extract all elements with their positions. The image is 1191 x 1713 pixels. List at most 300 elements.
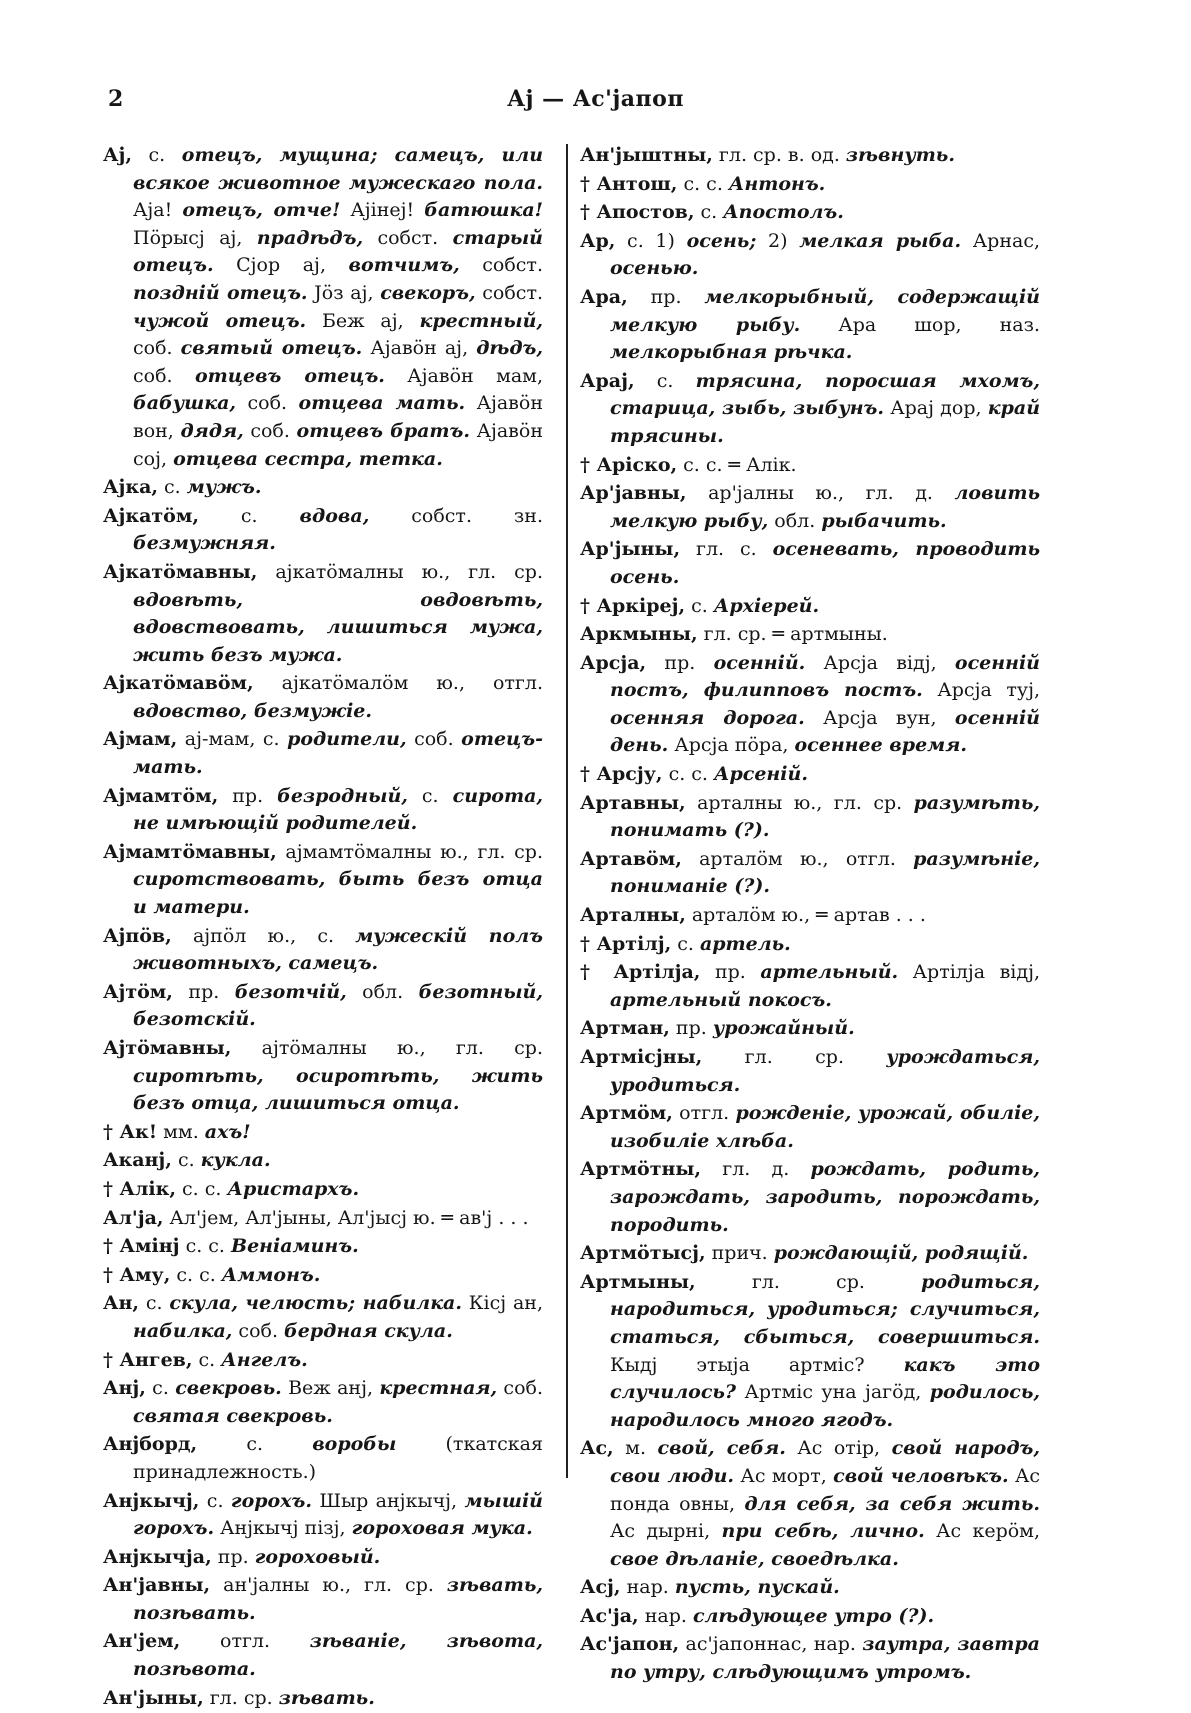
entry-text: с. с.: [175, 1177, 228, 1200]
entry-translation: какъ это случилось?: [610, 1353, 1040, 1404]
entry-text: пр.: [211, 1545, 255, 1568]
entry-headword: Аj,: [103, 144, 132, 166]
entry-headword: Ан'jыштны,: [580, 144, 713, 166]
entry-translation: Аристархъ.: [227, 1177, 360, 1200]
entry-headword: Ар,: [580, 229, 616, 252]
entry-headword: Араj,: [580, 369, 635, 392]
entry-headword: Анj,: [103, 1377, 146, 1400]
entry-translation: безотчій,: [234, 980, 347, 1003]
entry-translation: Арсеній.: [714, 763, 808, 786]
entry-translation: батюшка!: [424, 199, 543, 222]
entry-translation: разумѣніе, пониманіе (?).: [610, 847, 1040, 898]
dictionary-entry: [580, 761, 1040, 789]
entry-text: Веж анj,: [281, 1377, 380, 1400]
entry-text: с.: [145, 1377, 176, 1400]
entry-text: Ас отiр,: [785, 1437, 892, 1460]
entry-headword: † Алiк,: [103, 1177, 176, 1200]
entry-translation: набилка,: [133, 1319, 233, 1342]
entry-translation: крестная,: [379, 1377, 498, 1400]
dictionary-entry: [103, 783, 543, 838]
entry-text: гл. д.: [701, 1158, 811, 1181]
entry-headword: Арсја,: [580, 651, 647, 674]
dictionary-entry: [580, 142, 1040, 170]
entry-translation: старый отецъ.: [133, 226, 543, 277]
entry-translation: горохъ.: [230, 1489, 312, 1512]
dictionary-entry: [580, 1603, 1040, 1631]
dictionary-entry: [103, 503, 543, 558]
entry-translation: слѣдующее утро (?).: [692, 1604, 935, 1627]
entry-translation: отецъ, отче!: [182, 199, 341, 222]
entry-translation: зѣвнуть.: [845, 144, 955, 166]
entry-text: с. с.: [170, 1263, 222, 1286]
entry-headword: Аjка,: [103, 476, 158, 499]
entry-text: соб.: [133, 364, 195, 387]
entry-translation: сирота, не имѣющій родителей.: [133, 784, 543, 835]
entry-headword: Аjкатöм,: [103, 504, 199, 527]
entry-headword: Асj,: [580, 1576, 621, 1599]
entry-text: Пöрысj аj,: [133, 226, 257, 249]
entry-text: гл. ср. ═ артмыны.: [697, 623, 888, 646]
entry-text: гл. ср. в. од.: [712, 144, 846, 166]
entry-text: аjпöл ю., с.: [171, 924, 356, 947]
entry-headword: † Артiлја,: [580, 961, 701, 984]
dictionary-entry: [580, 1044, 1040, 1099]
entry-text: с.: [139, 1292, 170, 1315]
entry-translation: безродный,: [277, 784, 408, 807]
entry-text: Аjавöн соj,: [133, 419, 543, 470]
dictionary-entry: [580, 846, 1040, 901]
dictionary-entry: [580, 902, 1040, 930]
entry-text: с.: [671, 932, 700, 955]
entry-translation: отецъ, мущина; самецъ, или всякое животное мужескаго пола.: [133, 144, 544, 194]
dictionary-entry: [103, 1488, 543, 1543]
entry-headword: Аjмам,: [103, 728, 178, 751]
entry-translation: осень;: [686, 229, 757, 252]
entry-translation: святый отецъ.: [180, 337, 363, 360]
entry-text: ас'јапоннас, нар.: [679, 1633, 863, 1656]
entry-text: с.: [171, 1149, 201, 1172]
entry-headword: Ан'jыны,: [103, 1686, 204, 1709]
entry-translation: мужъ.: [186, 476, 262, 499]
dictionary-entry: [580, 1100, 1040, 1155]
entry-text: Шыр анjкычj,: [311, 1489, 465, 1512]
entry-headword: † Арсју,: [580, 763, 663, 786]
entry-text: Арсја туj,: [922, 679, 1040, 702]
dictionary-entry: [103, 1375, 543, 1430]
dictionary-entry: [580, 593, 1040, 621]
entry-translation: безмужняя.: [133, 532, 276, 555]
entry-headword: Артмыны,: [580, 1270, 696, 1293]
entry-text: мм.: [157, 1120, 205, 1143]
entry-text: Арнас,: [961, 229, 1040, 252]
entry-text: Аја!: [133, 199, 183, 222]
dictionary-entry: [580, 452, 1040, 480]
entry-text: арталöм ю., отгл.: [681, 847, 914, 870]
entry-text: Арсја вiдj,: [805, 651, 955, 674]
entry-text: Ас понда овны,: [610, 1464, 1040, 1515]
entry-headword: Аjмамтöм,: [103, 784, 219, 807]
entry-translation: Антонъ.: [728, 172, 826, 195]
entry-text: нар.: [620, 1576, 675, 1599]
entry-translation: отецъ-мать.: [133, 728, 543, 779]
entry-text: Аjавöн аj,: [362, 337, 477, 360]
dictionary-entry: [580, 621, 1040, 649]
entry-text: с.: [634, 369, 696, 392]
entry-text: арталны ю., гл. ср.: [685, 791, 914, 814]
entry-translation: при себѣ, лично.: [721, 1520, 925, 1543]
entry-text: с.: [198, 504, 300, 527]
entry-translation: для себя, за себя жить.: [744, 1492, 1040, 1515]
entry-headword: Аjкатöмавны,: [103, 560, 258, 583]
entry-text: с.: [407, 784, 453, 807]
dictionary-entry: [103, 1176, 543, 1204]
entry-translation: вотчимъ,: [348, 254, 460, 277]
entry-text: Артмiс уна јагöд,: [736, 1381, 930, 1404]
entry-translation: урождаться, уродиться.: [610, 1046, 1040, 1096]
entry-headword: Анjкычја,: [103, 1545, 212, 1568]
dictionary-entry: [103, 923, 543, 978]
entry-headword: Аjмамтöмавны,: [103, 840, 277, 863]
entry-text: Ас морт,: [734, 1464, 834, 1487]
dictionary-entry: [103, 1290, 543, 1345]
entry-headword: Анjборд,: [103, 1433, 198, 1456]
entry-translation: кукла.: [200, 1149, 271, 1172]
dictionary-entry: [103, 1147, 543, 1175]
entry-translation: свой, себя.: [657, 1437, 786, 1460]
entry-translation: отцевъ отецъ.: [194, 364, 385, 387]
entry-text: собст.: [475, 281, 543, 304]
entry-text: м.: [613, 1437, 658, 1460]
entry-translation: Апостолъ.: [723, 201, 844, 224]
entry-translation: ловить мелкую рыбу,: [610, 482, 1040, 532]
entry-text: Ара шор, наз.: [800, 313, 1040, 336]
entry-text: Ас дырнi,: [610, 1520, 722, 1543]
entry-text: Аjавöн вон,: [133, 392, 543, 442]
entry-text: Аjiнеj!: [340, 199, 425, 222]
entry-translation: Веніаминъ.: [231, 1235, 359, 1258]
entry-translation: край трясины.: [610, 397, 1041, 447]
entry-translation: осеннее время.: [794, 734, 967, 757]
dictionary-entry: [103, 1035, 543, 1118]
entry-text: Беж аj,: [306, 309, 420, 332]
entry-headword: † Аркiреj,: [580, 594, 686, 617]
dictionary-entry: [580, 1574, 1040, 1602]
entry-translation: разумѣть, понимать (?).: [610, 791, 1040, 842]
entry-text: пр.: [646, 651, 714, 674]
entry-text: Арсја пöра,: [668, 734, 795, 757]
entry-headword: † Ангев,: [103, 1348, 193, 1371]
entry-translation: бабушка,: [133, 392, 237, 415]
dictionary-entry: [103, 839, 543, 922]
entry-text: Jöз аj,: [307, 281, 381, 304]
dictionary-entry: [103, 1572, 543, 1627]
dictionary-entry: [580, 1240, 1040, 1268]
entry-translation: рождающій, родящій.: [773, 1242, 1029, 1265]
entry-headword: Ас,: [580, 1437, 614, 1460]
dictionary-entry: [580, 284, 1040, 367]
entry-text: гл. ср.: [203, 1686, 279, 1709]
dictionary-entry: [103, 1262, 543, 1290]
entry-text: собст.: [459, 254, 543, 277]
entry-translation: родиться, народиться, уродиться; случиться, статься, сбыться, совершиться.: [610, 1270, 1040, 1348]
dictionary-entry: [103, 142, 543, 473]
dictionary-entry: [580, 1015, 1040, 1043]
entry-text: пр.: [669, 1017, 713, 1040]
entry-headword: Артман,: [580, 1017, 670, 1040]
entry-headword: Ара,: [580, 285, 628, 308]
entry-text: аjтöмалны ю., гл. ср.: [231, 1037, 543, 1059]
entry-text: отгл.: [180, 1630, 310, 1653]
entry-translation: свекровь.: [175, 1377, 282, 1400]
dictionary-entry: [103, 474, 543, 502]
dictionary-entry: [103, 1685, 543, 1713]
dictionary-entry: [103, 979, 543, 1034]
entry-text: Арсја вун,: [804, 706, 955, 729]
entry-translation: осенній день.: [610, 706, 1040, 757]
entry-translation: дядя,: [180, 419, 244, 442]
entry-text: обл.: [768, 509, 822, 532]
entry-translation: поздній отецъ.: [133, 281, 308, 304]
entry-headword: Ар'jавны,: [580, 482, 687, 505]
dictionary-entry: [103, 1347, 543, 1375]
column-divider: [566, 144, 568, 1478]
dictionary-entry: [103, 726, 543, 781]
dictionary-entry: [580, 1435, 1040, 1573]
entry-text: соб.: [236, 392, 299, 415]
entry-headword: Аркмыны,: [580, 623, 698, 646]
entry-translation: отцевъ братъ.: [296, 419, 470, 442]
entry-headword: Анjкычj,: [103, 1489, 200, 1512]
entry-translation: скула, челюсть; набилка.: [169, 1292, 462, 1315]
entry-translation: артельный покосъ.: [610, 988, 832, 1011]
entry-headword: Ас'јапон,: [580, 1633, 680, 1656]
entry-translation: отцева сестра, тетка.: [173, 447, 443, 470]
dictionary-entry: [580, 931, 1040, 959]
entry-text: 2): [756, 229, 800, 252]
entry-headword: Аjтöм,: [103, 980, 173, 1003]
entry-translation: рождать, родить, зарождать, зародить, порождать, породить.: [610, 1158, 1040, 1236]
entry-text: с. с. ═ Алiк.: [677, 453, 797, 476]
entry-translation: бердная скула.: [284, 1319, 453, 1342]
entry-translation: артель.: [699, 932, 791, 955]
entry-translation: родилось, народилось много ягодъ.: [610, 1381, 1040, 1431]
entry-text: гл. с.: [680, 538, 773, 561]
entry-translation: ахъ!: [204, 1120, 251, 1143]
entry-translation: безотный, безотскій.: [133, 980, 543, 1031]
entry-translation: зѣвать, позѣвать.: [133, 1574, 543, 1624]
entry-text: гл. ср.: [702, 1046, 887, 1068]
entry-text: аjмамтöмалны ю., гл. ср.: [276, 840, 543, 863]
entry-text: аj-мам, с.: [177, 728, 288, 751]
entry-headword: Ан,: [103, 1292, 139, 1315]
entry-translation: свекоръ,: [380, 281, 476, 304]
entry-headword: Артмöм,: [580, 1102, 673, 1125]
entry-translation: Аммонъ.: [221, 1263, 321, 1286]
entry-translation: пусть, пускай.: [674, 1576, 840, 1599]
entry-text: арталöм ю., ═ артав . . .: [685, 904, 926, 927]
dictionary-entry: [103, 559, 543, 669]
entry-text: собст.: [363, 226, 453, 249]
entry-translation: дѣдъ,: [476, 337, 543, 360]
entry-headword: Аjпöв,: [103, 924, 172, 947]
entry-headword: Ас'ја,: [580, 1604, 639, 1627]
dictionary-entry: [580, 1269, 1040, 1435]
entry-text: с.: [685, 594, 714, 617]
dictionary-entry: [103, 1233, 543, 1261]
entry-text: прич.: [705, 1242, 774, 1265]
entry-text: с.: [199, 1489, 231, 1512]
entry-translation: урожайный.: [712, 1017, 855, 1040]
entry-text: соб.: [133, 337, 181, 360]
entry-text: Анjкычj пiзj,: [214, 1517, 352, 1540]
dictionary-entry: [580, 480, 1040, 535]
entry-translation: осенній постъ, филипповъ постъ.: [610, 651, 1040, 702]
entry-text: (ткатская принадлежность.): [133, 1433, 543, 1483]
entry-translation: мелкорыбный, содержащій мелкую рыбу.: [610, 285, 1040, 336]
entry-translation: воробы: [312, 1433, 397, 1456]
entry-translation: рожденіе, урожай, обиліе, изобиліе хлѣба.: [610, 1102, 1040, 1152]
right-column: [580, 142, 1040, 1688]
entry-translation: сиротствовать, быть безъ отца и матери.: [133, 868, 543, 919]
entry-headword: Арталны,: [580, 904, 686, 927]
entry-translation: мелкая рыба.: [799, 229, 962, 252]
entry-translation: крестный,: [419, 309, 544, 332]
entry-text: соб.: [232, 1319, 285, 1342]
entry-text: Кыдj этыја артмiс?: [610, 1353, 904, 1376]
page-number: 2: [108, 86, 124, 112]
entry-text: с.: [131, 144, 182, 166]
dictionary-entry: [103, 1628, 543, 1683]
entry-text: гл. ср.: [695, 1270, 922, 1293]
dictionary-entry: [580, 228, 1040, 283]
entry-translation: осенній.: [713, 651, 806, 674]
entry-headword: † Артiлj,: [580, 932, 672, 955]
entry-text: соб.: [406, 728, 462, 751]
entry-translation: трясина, поросшая мхомъ, старица, зыбь, зыбунъ.: [610, 369, 1040, 420]
entry-translation: свой народъ, свои люди.: [610, 1437, 1040, 1487]
entry-headword: Аjтöмавны,: [103, 1037, 232, 1059]
entry-text: с. с.: [179, 1235, 232, 1258]
dictionary-entry: [103, 670, 543, 725]
entry-translation: прадѣдъ,: [256, 226, 364, 249]
entry-text: с. 1): [615, 229, 687, 252]
entry-text: ан'јалны ю., гл. ср.: [210, 1574, 447, 1597]
entry-headword: Артмöтны,: [580, 1158, 702, 1181]
entry-headword: Ал'ја,: [103, 1206, 164, 1229]
entry-text: Кiсj ан,: [461, 1292, 543, 1315]
entry-translation: вдовство, безмужіе.: [133, 699, 372, 722]
entry-translation: вдова,: [299, 504, 370, 527]
entry-text: с.: [197, 1433, 313, 1456]
entry-headword: † Амiнj: [103, 1235, 180, 1258]
entry-translation: рыбачить.: [821, 509, 947, 532]
entry-translation: мелкорыбная рѣчка.: [610, 341, 853, 364]
entry-translation: артельный.: [760, 961, 899, 984]
entry-text: Аjавöн мам,: [384, 364, 543, 387]
entry-translation: гороховая мука.: [351, 1517, 533, 1540]
running-head: Аj — Ас'јапоп: [507, 86, 684, 112]
entry-headword: Артмöтысj,: [580, 1242, 706, 1265]
entry-headword: † Апостов,: [580, 201, 695, 224]
dictionary-entry: [580, 790, 1040, 845]
entry-translation: осеневать, проводить осень.: [610, 538, 1040, 588]
entry-translation: свой человѣкъ.: [833, 1464, 1009, 1487]
entry-text: Ал'jем, Ал'jыны, Ал'jысj ю. ═ ав'j . . .: [163, 1206, 529, 1229]
entry-translation: отцева мать.: [298, 392, 466, 415]
entry-text: нар.: [638, 1604, 693, 1627]
dictionary-entry: [580, 536, 1040, 591]
entry-translation: Ангелъ.: [221, 1348, 308, 1371]
entry-translation: мышій горохъ.: [133, 1489, 543, 1540]
entry-text: пр.: [218, 784, 278, 807]
entry-headword: † Антош,: [580, 172, 678, 195]
entry-text: отгл.: [672, 1102, 736, 1125]
entry-text: Сjор аj,: [213, 254, 349, 277]
entry-text: Ас керöм,: [924, 1520, 1040, 1543]
entry-text: пр.: [627, 285, 705, 308]
dictionary-entry: [103, 1544, 543, 1572]
dictionary-entry: [580, 650, 1040, 760]
entry-translation: зѣваніе, зѣвота, позѣвота.: [133, 1630, 544, 1681]
dictionary-entry: [580, 959, 1040, 1014]
entry-translation: заутра, завтра по утру, слѣдующимъ утромъ.: [610, 1633, 1040, 1684]
entry-text: пр.: [700, 961, 761, 984]
entry-headword: Ар'jыны,: [580, 538, 681, 561]
entry-text: ар'jалны ю., гл. д.: [686, 482, 955, 505]
entry-text: аjкатöмалöм ю., отгл.: [253, 672, 543, 695]
dictionary-entry: [103, 1119, 543, 1147]
entry-headword: † Ак!: [103, 1120, 158, 1143]
entry-headword: Аjкатöмавöм,: [103, 672, 254, 695]
entry-translation: чужой отецъ.: [133, 309, 307, 332]
dictionary-entry: [103, 1205, 543, 1233]
entry-translation: мужескій полъ животныхъ, самецъ.: [133, 924, 543, 975]
entry-headword: Артмiсjны,: [580, 1046, 703, 1068]
dictionary-entry: [580, 1631, 1040, 1686]
entry-text: Артiлја вiдj,: [898, 961, 1040, 984]
dictionary-entry: [580, 1156, 1040, 1239]
entry-translation: свое дѣланіе, своедѣлка.: [610, 1547, 899, 1570]
entry-text: с. с.: [662, 763, 715, 786]
entry-headword: † Аму,: [103, 1263, 171, 1286]
entry-text: аjкатöмалны ю., гл. ср.: [257, 560, 543, 583]
entry-text: соб.: [497, 1377, 543, 1400]
entry-translation: осенняя дорога.: [610, 706, 805, 729]
entry-headword: Артавöм,: [580, 847, 682, 870]
entry-text: собст. зн.: [369, 504, 543, 527]
entry-headword: Аканj,: [103, 1149, 172, 1172]
dictionary-entry: [580, 171, 1040, 199]
entry-translation: вдовѣть, овдовѣть, вдовствовать, лишиться мужа, жить безъ мужа.: [133, 588, 543, 666]
entry-translation: святая свекровь.: [133, 1404, 333, 1427]
dictionary-entry: [580, 199, 1040, 227]
entry-text: Араj дор,: [884, 397, 988, 420]
entry-headword: Ан'jем,: [103, 1630, 181, 1653]
entry-text: соб.: [243, 419, 297, 442]
entry-translation: родители,: [287, 728, 407, 751]
entry-text: с. с.: [677, 172, 729, 195]
entry-text: с.: [192, 1348, 222, 1371]
entry-text: пр.: [172, 980, 235, 1003]
entry-translation: Архіерей.: [713, 594, 820, 617]
entry-translation: зѣвать.: [278, 1686, 375, 1709]
entry-headword: Артавны,: [580, 791, 686, 814]
entry-translation: осенью.: [610, 257, 699, 280]
dictionary-entry: [103, 1431, 543, 1486]
entry-text: с.: [158, 476, 187, 499]
dictionary-entry: [580, 368, 1040, 451]
entry-translation: гороховый.: [254, 1545, 381, 1568]
